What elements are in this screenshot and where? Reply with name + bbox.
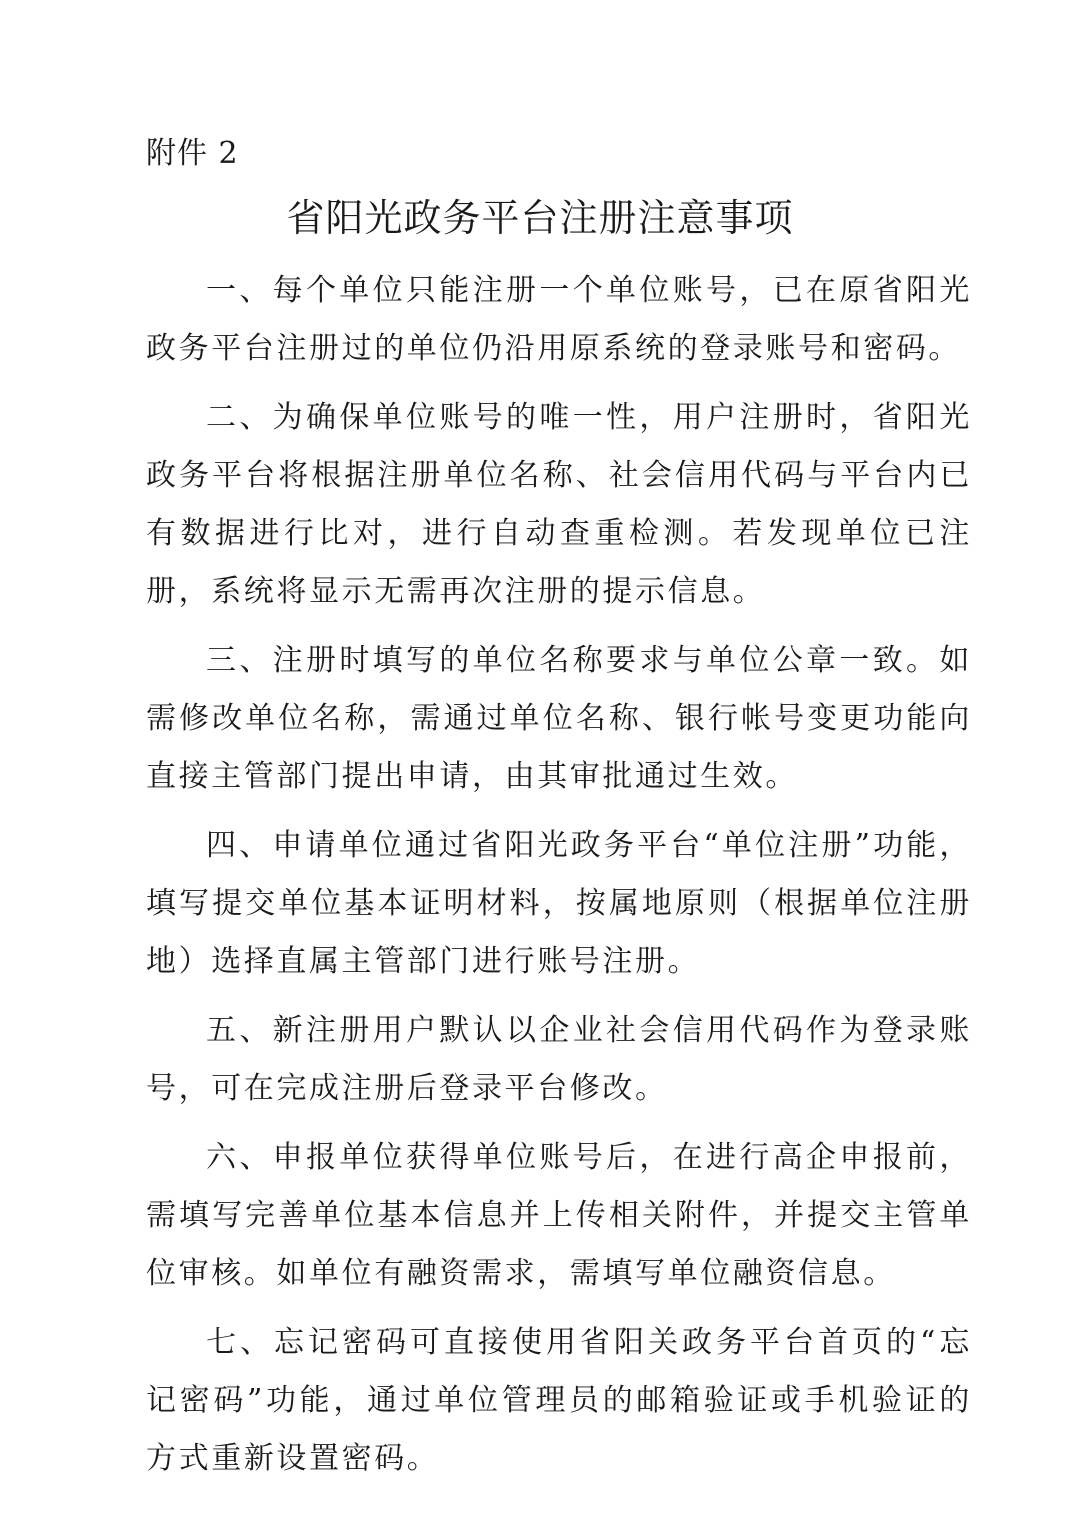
paragraph-6: 六、申报单位获得单位账号后，在进行高企申报前，需填写完善单位基本信息并上传相关附件，并提交主管单位审核。如单位有融资需求，需填写单位融资信息。 (146, 1140, 972, 1291)
paragraph-4: 四、申请单位通过省阳光政务平台“单位注册”功能，填写提交单位基本证明材料，按属地原则（根据单位注册地）选择直属主管部门进行账号注册。 (146, 828, 972, 979)
paragraph-2: 二、为确保单位账号的唯一性，用户注册时，省阳光政务平台将根据注册单位名称、社会信用代码与平台内已有数据进行比对，进行自动查重检测。若发现单位已注册，系统将显示无需再次注册的提示信息。 (146, 400, 972, 609)
paragraph-3: 三、注册时填写的单位名称要求与单位公章一致。如需修改单位名称，需通过单位名称、银行帐号变更功能向直接主管部门提出申请，由其审批通过生效。 (146, 643, 972, 794)
document-body (146, 262, 972, 1499)
paragraph-1: 一、每个单位只能注册一个单位账号，已在原省阳光政务平台注册过的单位仍沿用原系统的登录账号和密码。 (146, 273, 972, 366)
paragraph-7: 七、忘记密码可直接使用省阳关政务平台首页的“忘记密码”功能，通过单位管理员的邮箱验证或手机验证的方式重新设置密码。 (146, 1325, 972, 1476)
attachment-label: 附件 2 (146, 136, 239, 171)
document-title: 省阳光政务平台注册注意事项 (286, 196, 794, 240)
paragraph-5: 五、新注册用户默认以企业社会信用代码作为登录账号，可在完成注册后登录平台修改。 (146, 1013, 972, 1106)
